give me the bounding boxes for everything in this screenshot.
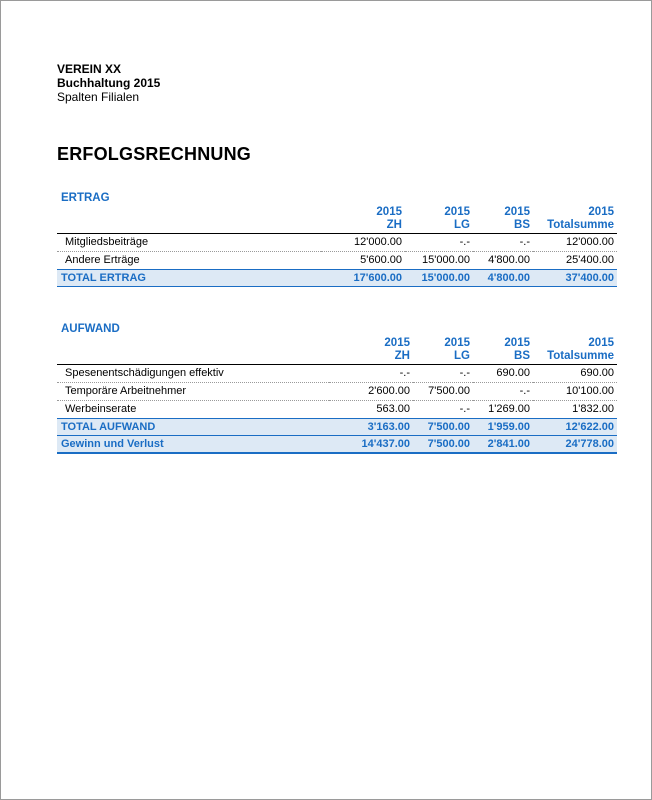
cell-total: 10'100.00 [533, 383, 617, 401]
cell-lg: 15'000.00 [405, 252, 473, 270]
column-header-total: 2015 Totalsumme [533, 337, 617, 365]
report-subtitle: Spalten Filialen [57, 90, 140, 104]
cell-bs: 690.00 [473, 365, 533, 383]
total-ertrag-row [57, 270, 617, 287]
aufwand-title: AUFWAND [61, 323, 120, 335]
cell-bs: -.- [473, 383, 533, 401]
cell-zh: 5'600.00 [321, 252, 405, 270]
cell-lg: -.- [405, 234, 473, 252]
book-title: Buchhaltung 2015 [57, 76, 161, 90]
row-label: Mitgliedsbeiträge [57, 234, 321, 252]
cell-total: 12'000.00 [533, 234, 617, 252]
column-header-lg: 2015 LG [413, 337, 473, 365]
cell-total: 12'622.00 [533, 419, 617, 436]
cell-zh: 17'600.00 [321, 270, 405, 287]
cell-bs: 4'800.00 [473, 252, 533, 270]
ertrag-title: ERTRAG [61, 192, 110, 204]
row-label: TOTAL ERTRAG [57, 270, 321, 287]
cell-lg: 15'000.00 [405, 270, 473, 287]
row-label: Gewinn und Verlust [57, 436, 329, 454]
column-header-lg: 2015 LG [405, 206, 473, 234]
cell-lg: -.- [413, 365, 473, 383]
cell-zh: 3'163.00 [329, 419, 413, 436]
row-label: Temporäre Arbeitnehmer [57, 383, 329, 401]
gewinn-verlust-row [57, 436, 617, 454]
ertrag-section [57, 190, 617, 287]
table-row [57, 252, 617, 270]
aufwand-table [57, 337, 617, 454]
cell-zh: 2'600.00 [329, 383, 413, 401]
report-title: ERFOLGSRECHNUNG [57, 144, 252, 164]
cell-zh: 12'000.00 [321, 234, 405, 252]
column-header-total: 2015 Totalsumme [533, 206, 617, 234]
cell-zh: -.- [329, 365, 413, 383]
column-header-zh: 2015 ZH [329, 337, 413, 365]
cell-total: 37'400.00 [533, 270, 617, 287]
cell-total: 690.00 [533, 365, 617, 383]
cell-lg: 7'500.00 [413, 383, 473, 401]
table-row [57, 234, 617, 252]
organization-name: VEREIN XX [57, 62, 122, 76]
cell-lg: 7'500.00 [413, 419, 473, 436]
column-header-bs: 2015 BS [473, 206, 533, 234]
cell-zh: 14'437.00 [329, 436, 413, 454]
cell-bs: 1'269.00 [473, 401, 533, 419]
row-label: Werbeinserate [57, 401, 329, 419]
row-label: Spesenentschädigungen effektiv [57, 365, 329, 383]
table-row [57, 365, 617, 383]
cell-total: 24'778.00 [533, 436, 617, 454]
total-aufwand-row [57, 419, 617, 436]
table-row [57, 383, 617, 401]
column-header-zh: 2015 ZH [321, 206, 405, 234]
ertrag-table [57, 206, 617, 287]
cell-zh: 563.00 [329, 401, 413, 419]
cell-bs: -.- [473, 234, 533, 252]
table-row [57, 401, 617, 419]
row-label: TOTAL AUFWAND [57, 419, 329, 436]
cell-total: 1'832.00 [533, 401, 617, 419]
aufwand-header-row [57, 337, 617, 365]
ertrag-header-row [57, 206, 617, 234]
cell-bs: 1'959.00 [473, 419, 533, 436]
cell-total: 25'400.00 [533, 252, 617, 270]
cell-bs: 4'800.00 [473, 270, 533, 287]
cell-lg: 7'500.00 [413, 436, 473, 454]
row-label: Andere Erträge [57, 252, 321, 270]
aufwand-section [57, 321, 617, 454]
cell-bs: 2'841.00 [473, 436, 533, 454]
cell-lg: -.- [413, 401, 473, 419]
column-header-bs: 2015 BS [473, 337, 533, 365]
